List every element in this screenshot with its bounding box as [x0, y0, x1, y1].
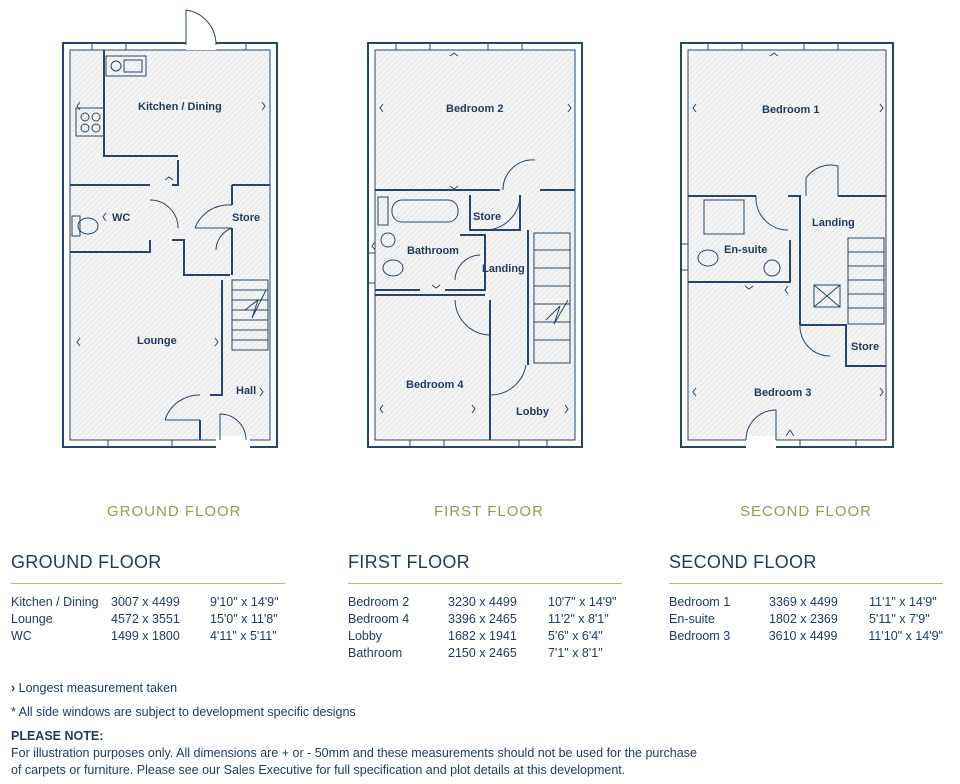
schedule-row: [669, 628, 943, 645]
schedule-row: [669, 594, 943, 611]
room-label-bedroom-2: Bedroom 2: [446, 103, 504, 115]
room-label-lounge: Lounge: [137, 335, 177, 347]
room-label-lobby: Lobby: [516, 406, 549, 418]
schedule-room: Bedroom 1: [669, 595, 731, 609]
schedule-room: En-suite: [669, 612, 715, 626]
room-label-kitchen-dining: Kitchen / Dining: [138, 101, 222, 113]
schedule-row: [348, 645, 622, 662]
disclaimer-line-2: of carpets or furniture. Please see our Sales Executive for full specification and plot details at this development.: [11, 763, 626, 777]
room-label-store-second: Store: [851, 341, 880, 353]
schedule-imperial: 9'10" x 14'9": [210, 595, 279, 609]
schedule-row: [11, 628, 285, 645]
room-label-store-first: Store: [473, 211, 502, 223]
schedule-imperial: 4'11" x 5'11": [210, 629, 277, 643]
schedule-title: SECOND FLOOR: [669, 552, 817, 572]
schedule-metric: 3610 x 4499: [768, 629, 838, 643]
schedule-row: [669, 611, 943, 628]
please-note-heading: PLEASE NOTE:: [11, 729, 104, 743]
schedule-room: Kitchen / Dining: [11, 595, 99, 609]
room-label-en-suite: En-suite: [724, 244, 768, 256]
schedule-metric: 1802 x 2369: [769, 612, 838, 626]
schedule-imperial: 11'10" x 14'9": [868, 629, 943, 643]
room-label-store: Store: [232, 212, 261, 224]
longest-measurement-text: Longest measurement taken: [18, 681, 178, 695]
schedule-metric: 3396 x 2465: [448, 612, 517, 626]
schedule-metric: 3369 x 4499: [769, 595, 838, 609]
schedule-imperial: 11'2" x 8'1": [548, 612, 609, 626]
room-label-landing-second: Landing: [812, 217, 855, 229]
longest-measurement-note: [11, 680, 697, 697]
schedule-room: Bathroom: [348, 646, 403, 660]
schedule-metric: 1682 x 1941: [448, 629, 517, 643]
disclaimer-line-1: For illustration purposes only. All dimensions are + or - 50mm and these measurements should not be used for the purchase: [11, 746, 697, 760]
schedule-row: [348, 628, 622, 645]
floor-caption-first: FIRST FLOOR: [434, 503, 544, 520]
schedule-room: Lounge: [11, 612, 53, 626]
schedule-divider: [348, 583, 622, 584]
schedule-room: Bedroom 2: [348, 595, 410, 609]
notes-section: [11, 680, 697, 779]
schedule-metric: 1499 x 1800: [111, 629, 180, 643]
side-windows-text: All side windows are subject to development specific designs: [18, 705, 356, 719]
schedule-imperial: 5'11" x 7'9": [869, 612, 930, 626]
schedule-metric: 4572 x 3551: [111, 612, 180, 626]
schedule-metric: 3230 x 4499: [448, 595, 517, 609]
schedule-row: [348, 611, 622, 628]
room-label-landing-first: Landing: [482, 263, 525, 275]
schedule-divider: [669, 583, 943, 584]
schedule-imperial: 15'0" x 11'8": [210, 612, 278, 626]
room-label-bathroom: Bathroom: [407, 245, 459, 257]
schedule-title: FIRST FLOOR: [348, 552, 470, 572]
floor-caption-ground: GROUND FLOOR: [107, 503, 242, 520]
schedule-room: WC: [11, 629, 32, 643]
room-label-bedroom-4: Bedroom 4: [406, 379, 464, 391]
schedule-title: GROUND FLOOR: [11, 552, 162, 572]
room-label-wc: WC: [112, 212, 131, 224]
schedule-imperial: 5'6" x 6'4": [548, 629, 603, 643]
schedule-row: [11, 594, 285, 611]
schedule-row: [11, 611, 285, 628]
schedule-imperial: 10'7" x 14'9": [548, 595, 617, 609]
schedule-room: Bedroom 3: [669, 629, 731, 643]
schedule-first-floor: [348, 552, 622, 662]
schedule-imperial: 11'1" x 14'9": [869, 595, 937, 609]
room-label-hall: Hall: [236, 385, 257, 397]
schedule-ground-floor: [11, 552, 285, 645]
schedule-second-floor: [669, 552, 943, 645]
chevron-right-icon: ›: [11, 681, 16, 695]
floor-caption-second: SECOND FLOOR: [740, 503, 873, 520]
side-windows-note: [11, 704, 697, 721]
room-label-bedroom-1: Bedroom 1: [762, 104, 820, 116]
schedule-row: [348, 594, 622, 611]
ground-floor-plan: [63, 10, 277, 448]
schedule-room: Lobby: [348, 629, 383, 643]
schedule-divider: [11, 583, 285, 584]
schedule-metric: 2150 x 2465: [448, 646, 517, 660]
schedule-room: Bedroom 4: [348, 612, 410, 626]
schedule-metric: 3007 x 4499: [111, 595, 180, 609]
room-label-bedroom-3: Bedroom 3: [754, 387, 812, 399]
schedule-imperial: 7'1" x 8'1": [548, 646, 603, 660]
asterisk-icon: *: [11, 705, 16, 719]
